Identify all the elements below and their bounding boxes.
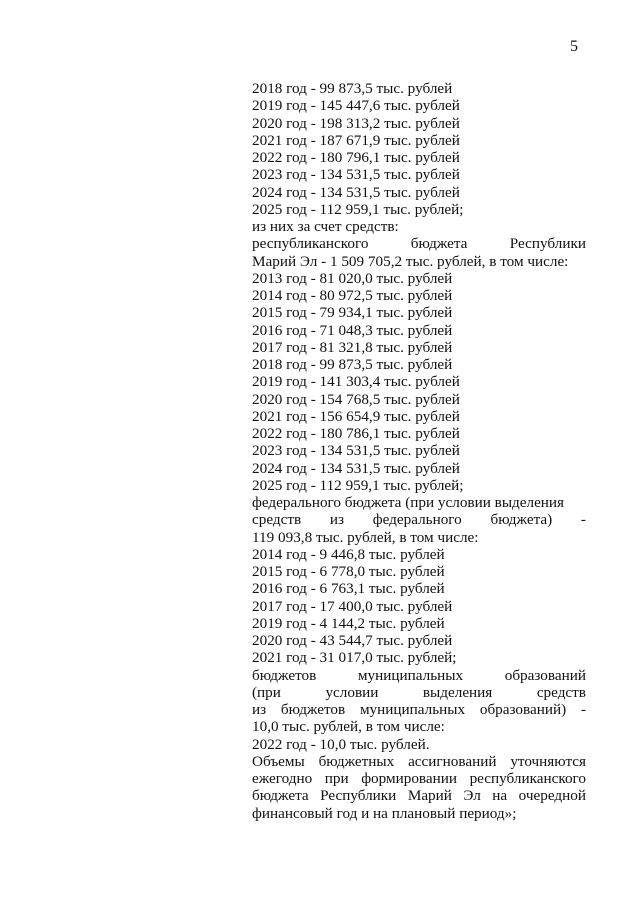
- republican-year-line: 2017 год - 81 321,8 тыс. рублей: [252, 338, 453, 356]
- word: Марий: [407, 787, 452, 805]
- word: Республики: [509, 235, 586, 253]
- word: средств: [252, 511, 302, 529]
- republican-budget-heading: [252, 235, 586, 252]
- word: бюджета: [252, 787, 309, 805]
- republican-year-line: 2023 год - 134 531,5 тыс. рублей: [252, 442, 460, 460]
- word: -: [580, 701, 586, 718]
- word: формировании: [361, 770, 458, 787]
- word: ассигнований: [408, 752, 497, 770]
- federal-budget-heading: федерального бюджета (при условии выделения: [252, 494, 565, 511]
- federal-year-line: 2017 год - 17 400,0 тыс. рублей: [252, 597, 453, 615]
- word: уточняются: [510, 752, 586, 770]
- word: бюджетов: [252, 666, 317, 684]
- municipal-budget-condition-cont: [252, 701, 586, 718]
- municipal-budget-total: 10,0 тыс. рублей, в том числе:: [252, 718, 445, 736]
- republican-year-line: 2025 год - 112 959,1 тыс. рублей;: [252, 476, 464, 494]
- republican-year-line: 2014 год - 80 972,5 тыс. рублей: [252, 287, 453, 304]
- word: бюджетных: [318, 752, 395, 770]
- funding-year-line: 2019 год - 145 447,6 тыс. рублей: [252, 97, 460, 115]
- word: очередной: [518, 787, 586, 805]
- from-funds-line: из них за счет средств:: [252, 218, 399, 235]
- republican-year-line: 2018 год - 99 873,5 тыс. рублей: [252, 356, 453, 373]
- funding-year-line: 2022 год - 180 796,1 тыс. рублей: [252, 149, 460, 166]
- word: выделения: [422, 683, 493, 701]
- republican-year-line: 2015 год - 79 934,1 тыс. рублей: [252, 304, 453, 322]
- federal-year-line: 2020 год - 43 544,7 тыс. рублей: [252, 632, 453, 649]
- word: из: [252, 701, 267, 718]
- closing-paragraph-last-line: финансовый год и на плановый период»;: [252, 804, 517, 822]
- republican-year-line: 2022 год - 180 786,1 тыс. рублей: [252, 425, 460, 442]
- republican-year-line: 2016 год - 71 048,3 тыс. рублей: [252, 321, 453, 339]
- republican-budget-total: Марий Эл - 1 509 705,2 тыс. рублей, в том числе:: [252, 252, 569, 270]
- word: при: [324, 770, 349, 787]
- republican-year-line: 2019 год - 141 303,4 тыс. рублей: [252, 373, 460, 391]
- funding-year-line: 2024 год - 134 531,5 тыс. рублей: [252, 183, 460, 201]
- federal-year-line: 2014 год - 9 446,8 тыс. рублей: [252, 545, 445, 563]
- closing-paragraph-line: [252, 787, 586, 804]
- municipal-budget-heading: [252, 667, 586, 684]
- funding-year-line: 2025 год - 112 959,1 тыс. рублей;: [252, 200, 464, 218]
- word: ежегодно: [252, 770, 313, 787]
- federal-year-line: 2021 год - 31 017,0 тыс. рублей;: [252, 649, 457, 667]
- word: бюджета: [410, 235, 468, 253]
- word: из: [329, 511, 345, 529]
- municipal-year-line: 2022 год - 10,0 тыс. рублей.: [252, 735, 430, 753]
- word: муниципальных: [359, 701, 466, 718]
- republican-year-line: 2024 год - 134 531,5 тыс. рублей: [252, 459, 460, 477]
- word: бюджета): [490, 511, 553, 529]
- word: на: [492, 787, 508, 805]
- word: республиканского: [252, 235, 369, 253]
- federal-year-line: 2015 год - 6 778,0 тыс. рублей: [252, 563, 445, 580]
- federal-year-line: 2019 год - 4 144,2 тыс. рублей: [252, 614, 445, 632]
- funding-year-line: 2021 год - 187 671,9 тыс. рублей: [252, 131, 460, 149]
- word: образований: [504, 666, 586, 684]
- word: Республики: [320, 787, 397, 805]
- word: образований): [479, 701, 567, 718]
- municipal-budget-condition: [252, 684, 586, 701]
- republican-year-line: 2013 год - 81 020,0 тыс. рублей: [252, 269, 453, 287]
- word: средств: [536, 683, 586, 701]
- word: республиканского: [469, 770, 586, 787]
- funding-year-line: 2020 год - 198 313,2 тыс. рублей: [252, 114, 460, 132]
- republican-year-line: 2020 год - 154 768,5 тыс. рублей: [252, 390, 460, 408]
- word: -: [580, 511, 586, 529]
- federal-budget-condition: [252, 511, 586, 528]
- word: (при: [252, 683, 281, 701]
- word: Объемы: [252, 752, 305, 770]
- closing-paragraph-line: [252, 753, 586, 770]
- closing-paragraph-line: [252, 770, 586, 787]
- word: бюджетов: [280, 701, 346, 718]
- word: муниципальных: [357, 666, 464, 684]
- page-number: 5: [570, 38, 578, 55]
- funding-year-line: 2023 год - 134 531,5 тыс. рублей: [252, 166, 460, 184]
- word: федерального: [372, 511, 462, 529]
- document-text: [252, 80, 586, 822]
- funding-year-line: 2018 год - 99 873,5 тыс. рублей: [252, 80, 453, 97]
- republican-year-line: 2021 год - 156 654,9 тыс. рублей: [252, 407, 460, 425]
- word: Эл: [463, 787, 481, 805]
- word: условии: [325, 683, 379, 701]
- federal-year-line: 2016 год - 6 763,1 тыс. рублей: [252, 580, 445, 598]
- federal-budget-total: 119 093,8 тыс. рублей, в том числе:: [252, 528, 479, 546]
